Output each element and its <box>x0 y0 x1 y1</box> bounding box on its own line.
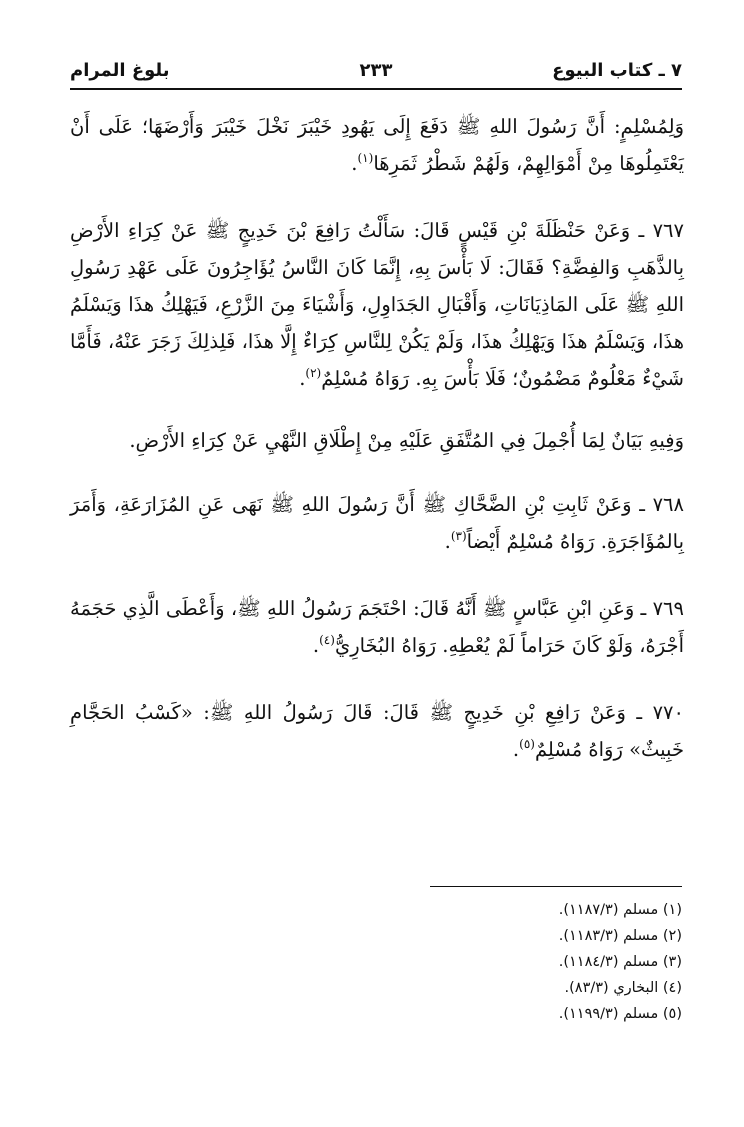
footnote-marker: (٣) <box>450 529 467 543</box>
footnote-1: (١) مسلم (١١٨٧/٣). <box>558 902 682 918</box>
hadith-769: ٧٦٩ ـ وَعَنِ ابْنِ عَبَّاسٍ ﷺ أَنَّهُ قَالَ: احْتَجَمَ رَسُولُ اللهِ ﷺ، وَأَعْطَى الَّذِي حَجَمَهُ أَجْرَهُ، وَلَوْ كَانَ حَرَاماً لَمْ يُعْطِهِ. رَوَاهُ البُخَارِيُّ$^{(٤)}$. <box>70 597 684 657</box>
hadith-767: ٧٦٧ ـ وَعَنْ حَنْظَلَةَ بْنِ قَيْسٍ قَالَ: سَأَلْتُ رَافِعَ بْنَ خَدِيجٍ ﷺ عَنْ كِرَاءِ الأَرْضِ بِالذَّهَبِ وَالفِضَّةِ؟ فَقَالَ: لَا بَأْسَ بِهِ، إِنَّمَا كَانَ النَّاسُ يُؤَاجِرُونَ عَلَى عَهْدِ رَسُولِ اللهِ ﷺ عَلَى المَاذِيَانَاتِ، وَأَقْبَالِ الجَدَاوِلِ، وَأَشْيَاءَ مِنَ الزَّرْعِ، فَيَهْلِكُ هذَا وَيَسْلَمُ هذَا، وَيَسْلَمُ هذَا وَيَهْلِكُ هذَا، وَلَمْ يَكُنْ لِلنَّاسِ كِرَاءٌ إِلَّا هذَا، فَلِذلِكَ زَجَرَ عَنْهُ، فَأَمَّا شَيْءٌ مَعْلُومٌ مَضْمُونٌ؛ فَلَا بَأْسَ بِهِ. رَوَاهُ مُسْلِمٌ$^{(٢)}$. <box>70 219 684 390</box>
footnote-2: (٢) مسلم (١١٨٣/٣). <box>558 928 682 944</box>
footnote-5: (٥) مسلم (١١٩٩/٣). <box>558 1006 682 1022</box>
paragraph-muslim-khaybar: وَلِمُسْلِمٍ: أَنَّ رَسُولَ اللهِ ﷺ دَفَعَ إِلَى يَهُودِ خَيْبَرَ نَخْلَ خَيْبَرَ وَأَرْضَهَا؛ عَلَى أَنْ يَعْتَمِلُوهَا مِنْ أَمْوَالِهِمْ، وَلَهُمْ شَطْرُ ثَمَرِهَا$^{(١)}$. <box>70 115 684 175</box>
chapter-title: ٧ ـ كتاب البيوع <box>552 60 682 81</box>
main-text <box>70 108 684 798</box>
footnote-marker: (١) <box>357 151 374 165</box>
footnote-4: (٤) البخاري (٨٣/٣). <box>564 980 682 996</box>
footnotes-list <box>70 897 682 1027</box>
book-title: بلوغ المرام <box>70 60 170 81</box>
footnote-marker: (٥) <box>519 737 535 751</box>
footnote-marker: (٤) <box>319 633 335 647</box>
footnote-marker: (٢) <box>305 366 322 380</box>
hadith-768: ٧٦٨ ـ وَعَنْ ثَابِتِ بْنِ الضَّحَّاكِ ﷺ أَنَّ رَسُولَ اللهِ ﷺ نَهَى عَنِ المُزَارَعَةِ، وَأَمَرَ بِالمُؤَاجَرَةِ. رَوَاهُ مُسْلِمٌ أَيْضاً$^{(٣)}$. <box>70 493 684 553</box>
page-number: ٢٣٣ <box>359 60 393 81</box>
footnote-divider <box>430 886 682 887</box>
hadith-770: ٧٧٠ ـ وَعَنْ رَافِعِ بْنِ خَدِيجٍ ﷺ قَالَ: قَالَ رَسُولُ اللهِ ﷺ: «كَسْبُ الحَجَّامِ خَبِيثٌ» رَوَاهُ مُسْلِمٌ$^{(٥)}$. <box>70 701 684 761</box>
footnote-3: (٣) مسلم (١١٨٤/٣). <box>558 954 682 970</box>
commentary-paragraph: وَفِيهِ بَيَانٌ لِمَا أُجْمِلَ فِي المُتَّفَقِ عَلَيْهِ مِنْ إِطْلَاقِ النَّهْيِ عَنْ كِرَاءِ الأَرْضِ. <box>129 429 684 452</box>
page-header <box>70 54 682 90</box>
